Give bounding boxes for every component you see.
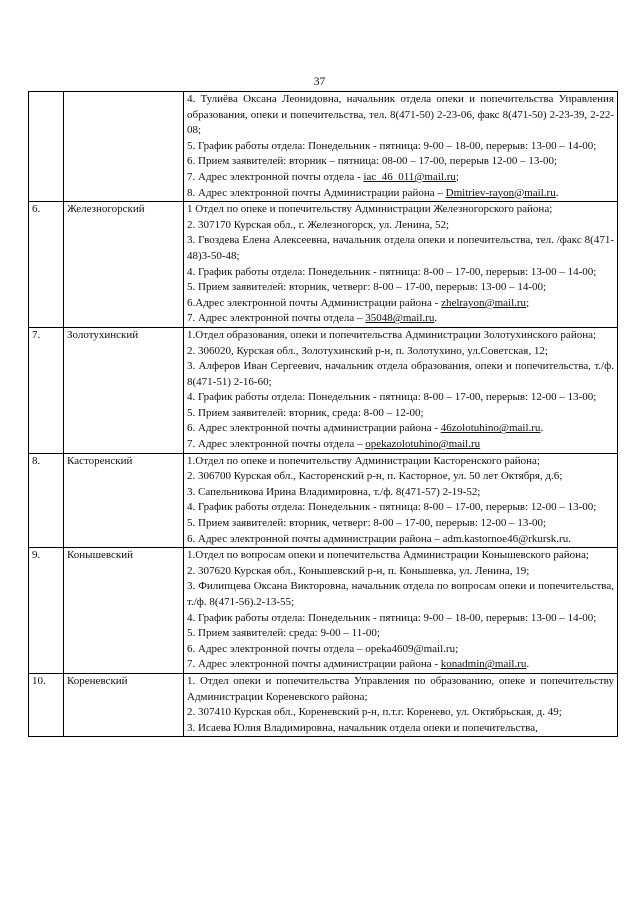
district-info bbox=[184, 92, 618, 202]
email-link[interactable]: 46zolotuhino@mail.ru bbox=[440, 422, 541, 435]
info-line bbox=[187, 642, 614, 658]
row-number: 6. bbox=[29, 202, 64, 328]
info-line bbox=[187, 280, 614, 296]
info-text: 6. Прием заявителей: вторник – пятница: 08-00 – 17-00, перерыв 12-00 – 13-00; bbox=[187, 155, 558, 168]
info-line bbox=[187, 265, 614, 281]
info-text: 4. График работы отдела: Понедельник - пятница: 8-00 – 17-00, перерыв: 12-00 – 13-00; bbox=[187, 391, 597, 404]
info-text: 4. Тулиёва Оксана Леонидовна, начальник отдела опеки и попечительства Управления образования, опеки и попечительства, тел. 8(471-50) 2-23-06, факс 8(471-50) 2-23-39, 2-22-08; bbox=[187, 93, 614, 137]
table-row bbox=[29, 92, 618, 202]
info-suffix: . bbox=[434, 312, 438, 325]
info-text: 5. Прием заявителей: вторник, четверг: 8-00 – 17-00, перерыв: 12-00 – 13-00; bbox=[187, 517, 547, 530]
info-line bbox=[187, 611, 614, 627]
info-text: 1.Отдел образования, опеки и попечительства Администрации Золотухинского района; bbox=[187, 328, 597, 341]
table-row bbox=[29, 453, 618, 548]
email-link[interactable]: Dmitriev-rayon@mail.ru bbox=[445, 186, 556, 199]
info-line bbox=[187, 359, 614, 390]
info-text: 5. Прием заявителей: среда: 9-00 – 11-00; bbox=[187, 627, 380, 640]
info-text: 8. Адрес электронной почты Администрации района – bbox=[187, 186, 446, 199]
info-text: 7. Адрес электронной почты отдела - bbox=[187, 170, 364, 183]
info-line bbox=[187, 548, 614, 564]
info-text: 3. Сапельникова Ирина Владимировна, т./ф. 8(471-57) 2-19-52; bbox=[187, 485, 481, 498]
info-text: 2. 307410 Курская обл., Кореневский р-н, п.т.г. Коренево, ул. Октябрьская, д. 49; bbox=[187, 706, 562, 719]
district-info bbox=[184, 453, 618, 548]
info-line bbox=[187, 626, 614, 642]
district-name: Касторенский bbox=[64, 453, 184, 548]
info-text: 2. 307620 Курская обл., Конышевский р-н, п. Конышевка, ул. Ленина, 19; bbox=[187, 564, 530, 577]
row-number: 10. bbox=[29, 673, 64, 736]
info-text: 5. Прием заявителей: вторник, среда: 8-00 – 12-00; bbox=[187, 406, 424, 419]
info-line bbox=[187, 296, 614, 312]
table-row bbox=[29, 327, 618, 453]
info-text: 7. Адрес электронной почты отдела – bbox=[187, 312, 366, 325]
info-text: 4. График работы отдела: Понедельник - пятница: 8-00 – 17-00, перерыв: 13-00 – 14-00; bbox=[187, 265, 597, 278]
row-number bbox=[29, 92, 64, 202]
info-line bbox=[187, 139, 614, 155]
district-name: Золотухинский bbox=[64, 327, 184, 453]
info-line bbox=[187, 92, 614, 139]
district-name: Кореневский bbox=[64, 673, 184, 736]
info-text: 7. Адрес электронной почты отдела – bbox=[187, 438, 366, 451]
info-text: 3. Филипцева Оксана Викторовна, начальник отдела по вопросам опеки и попечительства, т./ф. 8(471-56).2-13-55; bbox=[187, 580, 614, 608]
info-line bbox=[187, 579, 614, 610]
email-link[interactable]: iac_46_011@mail.ru bbox=[363, 170, 456, 183]
info-suffix: . bbox=[555, 186, 559, 199]
info-line bbox=[187, 564, 614, 580]
district-name: Конышевский bbox=[64, 548, 184, 674]
row-number: 8. bbox=[29, 453, 64, 548]
info-text: 6.Адрес электронной почты Администрации района - bbox=[187, 296, 442, 309]
row-number: 9. bbox=[29, 548, 64, 674]
info-line bbox=[187, 390, 614, 406]
page-number: 37 bbox=[313, 76, 326, 88]
info-line bbox=[187, 721, 614, 737]
info-text: 4. График работы отдела: Понедельник - пятница: 9-00 – 18-00, перерыв: 13-00 – 14-00; bbox=[187, 611, 597, 624]
district-name: Железногорский bbox=[64, 202, 184, 328]
info-line bbox=[187, 705, 614, 721]
table-row bbox=[29, 673, 618, 736]
email-link[interactable]: zhelrayon@mail.ru bbox=[441, 296, 527, 309]
info-line bbox=[187, 469, 614, 485]
info-text: 1.Отдел по вопросам опеки и попечительства Администрации Конышевского района; bbox=[187, 549, 589, 562]
info-line bbox=[187, 532, 614, 548]
info-line bbox=[187, 186, 614, 202]
row-number: 7. bbox=[29, 327, 64, 453]
info-text: 1 Отдел по опеке и попечительству Администрации Железногорского района; bbox=[187, 203, 553, 216]
info-line bbox=[187, 311, 614, 327]
info-line bbox=[187, 500, 614, 516]
info-suffix: ; bbox=[526, 296, 530, 309]
info-suffix: . bbox=[540, 422, 544, 435]
info-text: 6. Адрес электронной почты отдела – opeka4609@mail.ru; bbox=[187, 642, 459, 655]
info-line bbox=[187, 421, 614, 437]
table-row bbox=[29, 548, 618, 674]
table-body bbox=[29, 92, 618, 737]
email-link[interactable]: konadmin@mail.ru bbox=[440, 658, 527, 671]
info-line bbox=[187, 170, 614, 186]
info-text: 3. Алферов Иван Сергеевич, начальник отдела образования, опеки и попечительства, т./ф. 8(471-51) 2-16-60; bbox=[187, 360, 614, 388]
info-line bbox=[187, 485, 614, 501]
info-text: 3. Исаева Юлия Владимировна, начальник отдела опеки и попечительства, bbox=[187, 721, 538, 734]
district-info bbox=[184, 548, 618, 674]
info-line bbox=[187, 437, 614, 453]
info-text: 5. Прием заявителей: вторник, четверг: 8-00 – 17-00, перерыв: 13-00 – 14-00; bbox=[187, 281, 547, 294]
districts-table bbox=[28, 91, 618, 737]
info-text: 1.Отдел по опеке и попечительству Администрации Касторенского района; bbox=[187, 454, 540, 467]
info-text: 2. 306020, Курская обл., Золотухинский р-н, п. Золотухино, ул.Советская, 12; bbox=[187, 344, 548, 357]
info-text: 2. 306700 Курская обл., Касторенский р-н, п. Касторное, ул. 50 лет Октября, д.6; bbox=[187, 470, 563, 483]
info-line bbox=[187, 344, 614, 360]
info-suffix: . bbox=[526, 658, 530, 671]
info-line bbox=[187, 516, 614, 532]
info-line bbox=[187, 202, 614, 218]
info-line bbox=[187, 674, 614, 705]
info-text: 1. Отдел опеки и попечительства Управления по образованию, опеке и попечительству Администрации Кореневского района; bbox=[187, 674, 614, 703]
district-name bbox=[64, 92, 184, 202]
info-line bbox=[187, 406, 614, 422]
info-text: 6. Адрес электронной почты администрации района - bbox=[187, 422, 441, 435]
district-info bbox=[184, 327, 618, 453]
info-text: 4. График работы отдела: Понедельник - пятница: 8-00 – 17-00, перерыв: 12-00 – 13-00; bbox=[187, 501, 597, 514]
info-text: 6. Адрес электронной почты администрации района – adm.kastornoe46@rkursk.ru. bbox=[187, 532, 571, 545]
info-text: 2. 307170 Курская обл., г. Железногорск, ул. Ленина, 52; bbox=[187, 218, 450, 231]
info-line bbox=[187, 154, 614, 170]
info-line bbox=[187, 218, 614, 234]
info-line bbox=[187, 233, 614, 264]
info-text: 3. Гвоздева Елена Алексеевна, начальник отдела опеки и попечительства, тел. /факс 8(471-48)3-50-48; bbox=[187, 234, 614, 262]
info-suffix: ; bbox=[455, 170, 459, 183]
info-line bbox=[187, 657, 614, 673]
email-link[interactable]: opekazolotuhino@mail.ru bbox=[365, 438, 481, 451]
info-line bbox=[187, 328, 614, 344]
district-info bbox=[184, 673, 618, 736]
district-info bbox=[184, 202, 618, 328]
table-row bbox=[29, 202, 618, 328]
info-line bbox=[187, 454, 614, 470]
email-link[interactable]: 35048@mail.ru bbox=[365, 312, 435, 325]
info-text: 7. Адрес электронной почты администрации района - bbox=[187, 658, 441, 671]
info-text: 5. График работы отдела: Понедельник - пятница: 9-00 – 18-00, перерыв: 13-00 – 14-00; bbox=[187, 139, 597, 152]
